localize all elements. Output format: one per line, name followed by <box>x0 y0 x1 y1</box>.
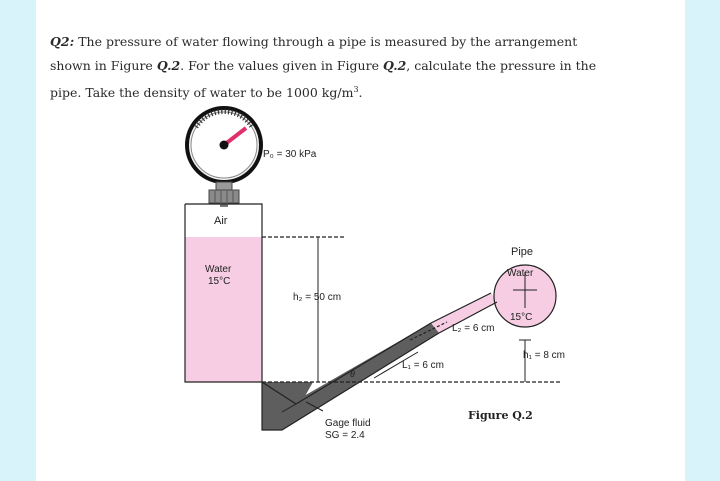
gage-fluid-incline <box>282 323 439 430</box>
figure-ref-1: Q.2 <box>156 58 181 73</box>
question-label: Q2: <box>50 34 75 49</box>
question-text-part-3: , calculate the pressure in the pipe. Take the density of water to be 1000 kg/m <box>50 58 597 101</box>
question-text-end: . <box>358 85 363 101</box>
air-label: Air <box>214 215 228 227</box>
pressure-gauge <box>187 108 261 207</box>
question-text-part-2: . For the values given in Figure <box>180 58 379 73</box>
h1-label: h₁ = 8 cm <box>523 350 566 361</box>
tank-water-label: Water <box>205 264 232 275</box>
pipe-temp-label: 15°C <box>510 312 533 323</box>
l1-label: L₁ = 6 cm <box>402 360 445 371</box>
figure-ref-2: Q.2 <box>382 58 407 73</box>
pipe-label: Pipe <box>511 246 534 258</box>
question-text-part-1: The pressure of water flowing through a pipe is measured by the arrangement shown in Figure <box>50 34 578 73</box>
figure-caption: Figure Q.2 <box>468 409 533 422</box>
tank-water <box>185 237 262 382</box>
pipe-water-label: Water <box>507 268 534 279</box>
gage-fluid-label: Gage fluid <box>325 418 371 429</box>
theta-label: θ <box>350 369 355 379</box>
gauge-pressure-label: P₀ = 30 kPa <box>263 149 317 160</box>
unit-exponent: 3 <box>353 85 359 94</box>
h2-label: h₂ = 50 cm <box>293 292 342 303</box>
tank-temp-label: 15°C <box>208 276 231 287</box>
l2-label: L₂ = 6 cm <box>452 323 495 334</box>
gage-fluid-sg-label: SG = 2.4 <box>325 430 365 441</box>
